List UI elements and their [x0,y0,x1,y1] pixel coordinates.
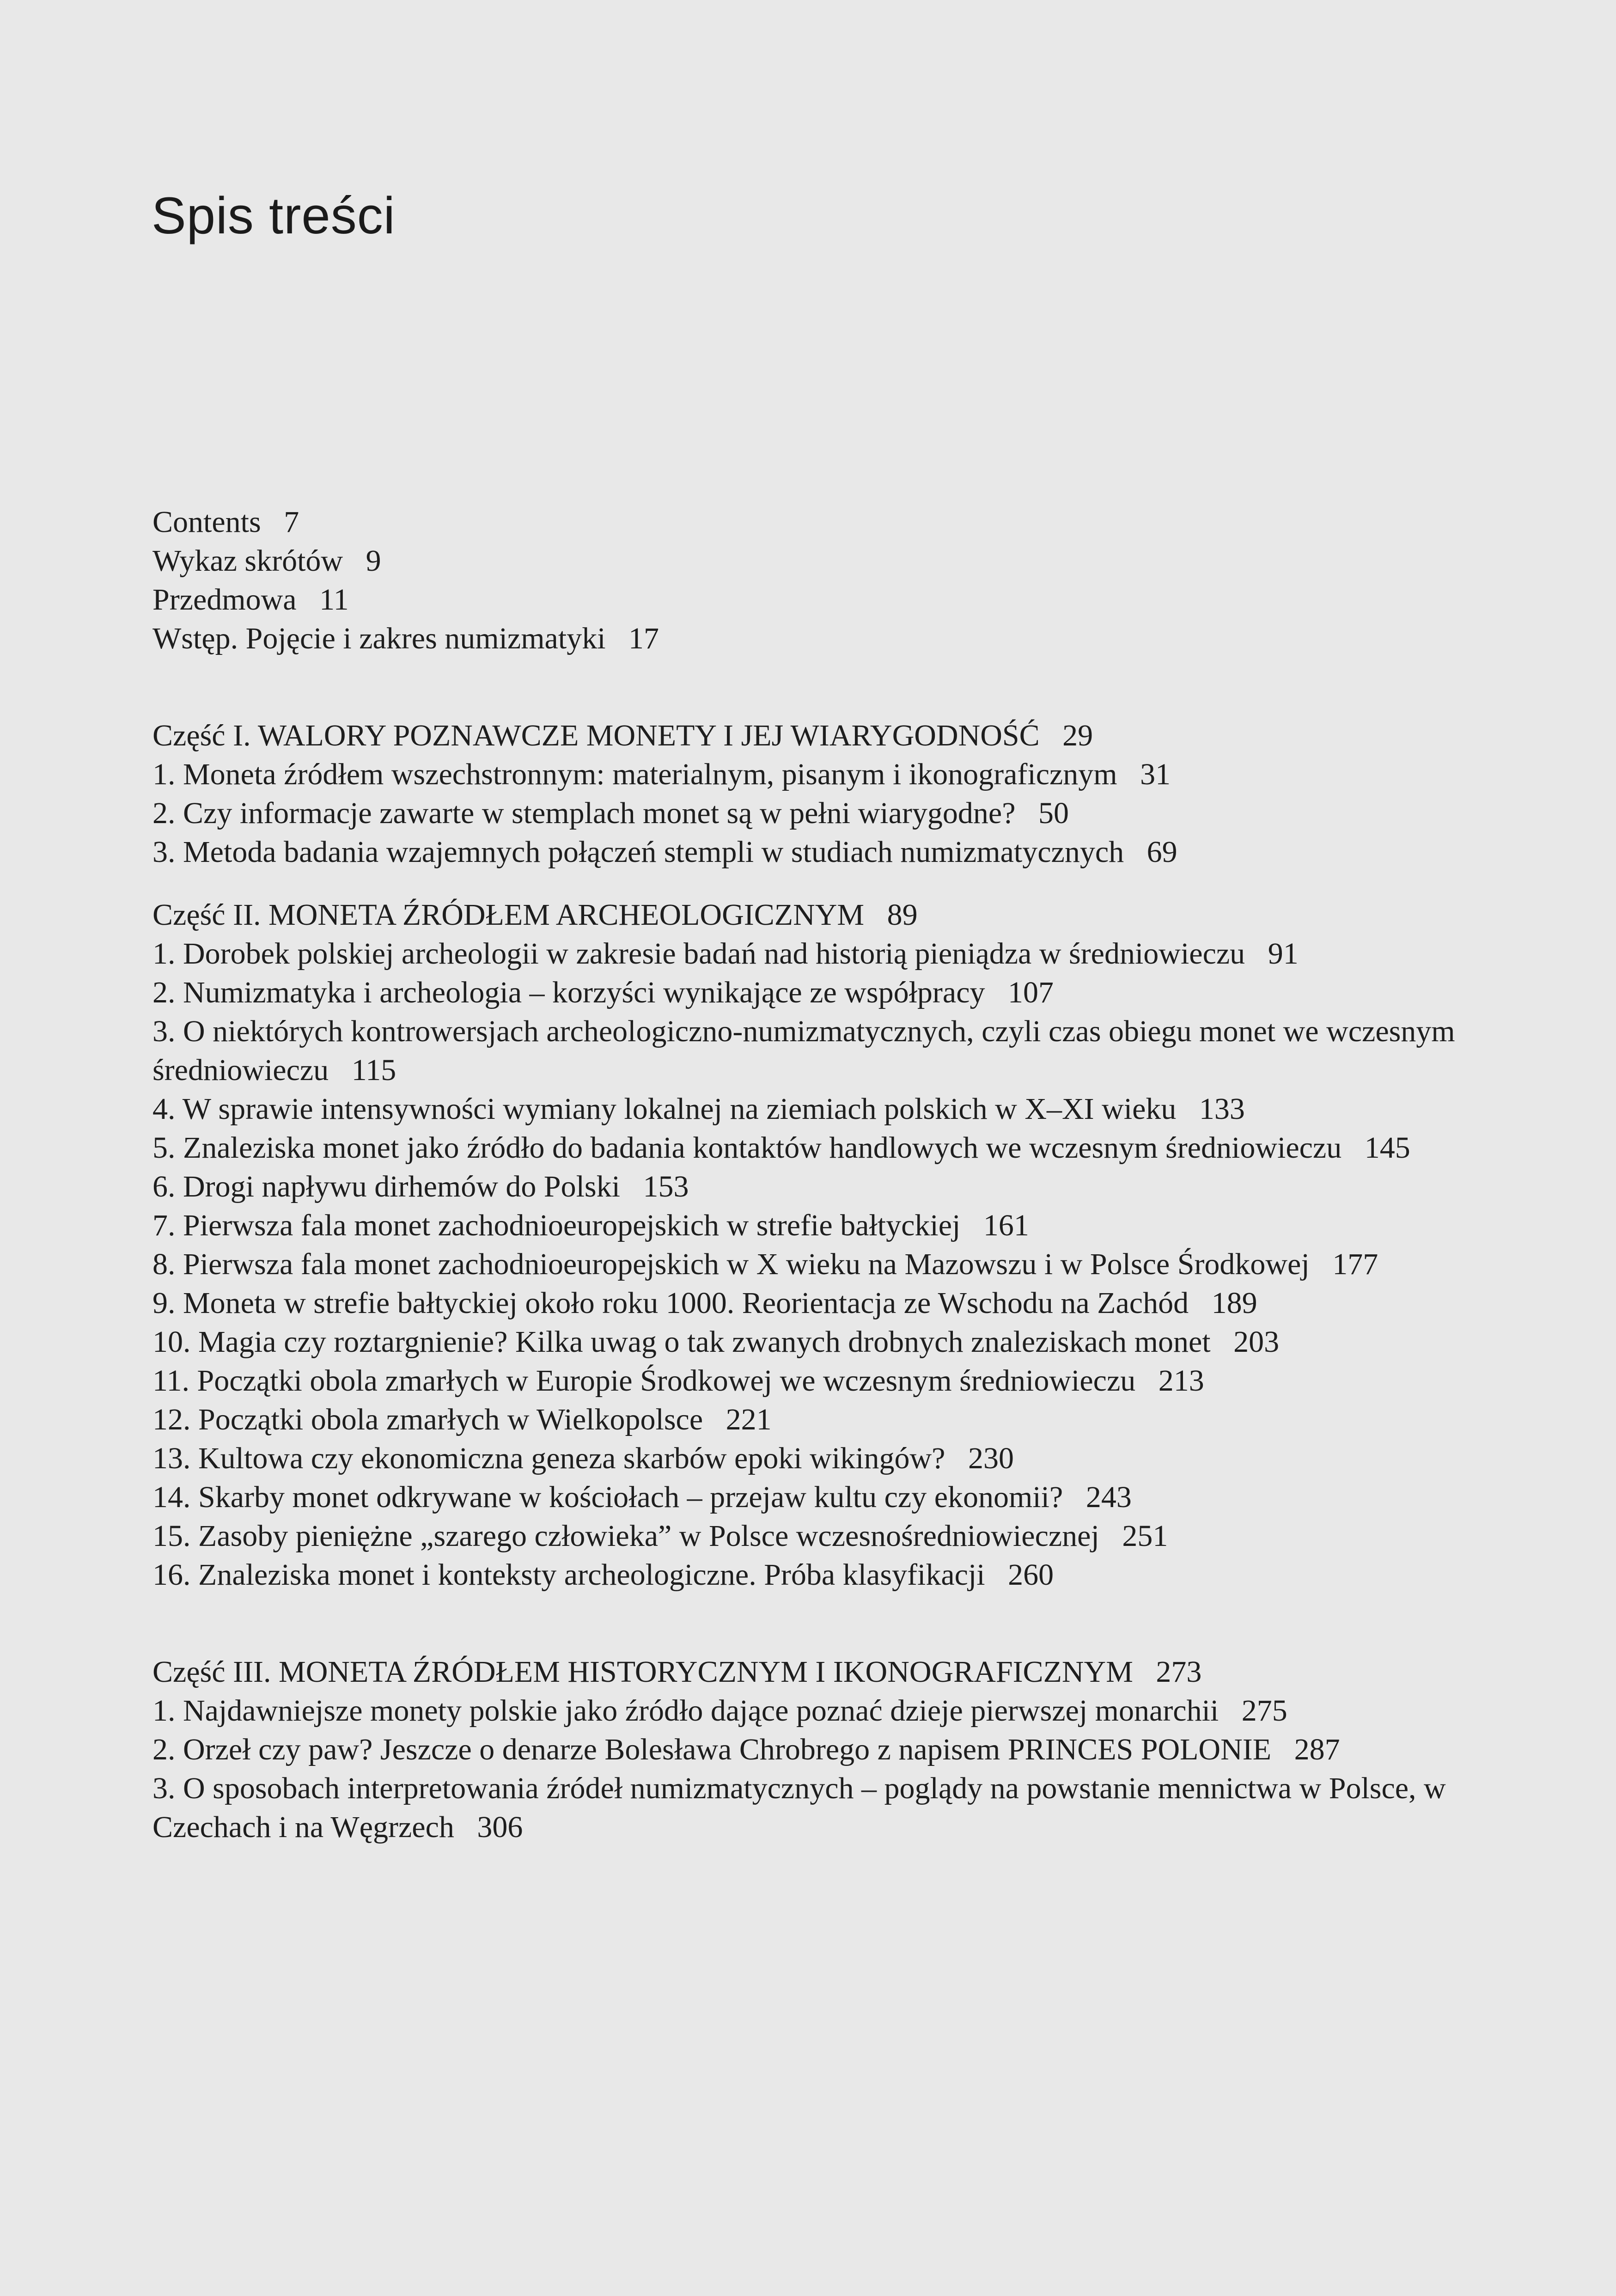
toc-page-number: 189 [1211,1286,1257,1320]
toc-chapter-label: 11. Początki obola zmarłych w Europie Środkowej we wczesnym średniowieczu [152,1364,1136,1398]
toc-chapter-label: 3. O niektórych kontrowersjach archeologiczno-numizmatycznych, czyli czas obiegu monet we wczesnym średniowieczu [152,1014,1455,1087]
toc-part-title: Część II. MONETA ŹRÓDŁEM ARCHEOLOGICZNYM [152,898,865,932]
toc-entry-label: Wykaz skrótów [152,544,343,578]
toc-chapter-label: 6. Drogi napływu dirhemów do Polski [152,1170,620,1203]
toc-chapter-label: 3. O sposobach interpretowania źródeł numizmatycznych – poglądy na powstanie mennictwa w Polsce, w Czechach i na Węgrzech [152,1771,1446,1844]
toc-part-heading-1 [152,716,1474,755]
toc-chapter-entry [152,1129,1474,1167]
toc-chapter-label: 13. Kultowa czy ekonomiczna geneza skarbów epoki wikingów? [152,1441,945,1475]
toc-page-number: 203 [1233,1325,1280,1359]
toc-page-number: 11 [319,583,349,617]
toc-chapter-entry [152,1439,1474,1478]
toc-page-number: 153 [643,1170,689,1203]
toc-chapter-label: 1. Najdawniejsze monety polskie jako źródło dające poznać dzieje pierwszej monarchii [152,1694,1219,1728]
toc-chapter-entry [152,1167,1474,1206]
toc-chapter-label: 2. Orzeł czy paw? Jeszcze o denarze Bolesława Chrobrego z napisem PRINCES POLONIE [152,1733,1272,1766]
toc-chapter-entry [152,1517,1474,1556]
toc-chapter-label: 8. Pierwsza fala monet zachodnioeuropejskich w X wieku na Mazowszu i w Polsce Środkowej [152,1247,1310,1281]
toc-chapter-entry [152,1691,1474,1730]
toc-chapter-label: 9. Moneta w strefie bałtyckiej około roku 1000. Reorientacja ze Wschodu na Zachód [152,1286,1189,1320]
toc-page-number: 260 [1008,1558,1054,1592]
toc-page-number: 221 [726,1403,772,1436]
toc-chapter-entry [152,1769,1474,1847]
toc-chapter-label: 5. Znaleziska monet jako źródło do badania kontaktów handlowych we wczesnym średniowieczu [152,1131,1342,1165]
toc-entry-abbreviations [152,542,1474,580]
toc-page-number: 107 [1008,976,1054,1009]
toc-page-number: 161 [983,1209,1029,1242]
toc-chapter-entry [152,1556,1474,1594]
toc-chapter-entry [152,973,1474,1012]
toc-chapter-label: 1. Dorobek polskiej archeologii w zakresie badań nad historią pieniądza w średniowieczu [152,937,1245,971]
toc-chapter-label: 1. Moneta źródłem wszechstronnym: materialnym, pisanym i ikonograficznym [152,757,1117,791]
toc-chapter-entry [152,1206,1474,1245]
table-of-contents [152,503,1474,1847]
toc-entry-label: Contents [152,505,261,539]
toc-page-number: 273 [1156,1655,1202,1689]
toc-entry-introduction [152,619,1474,658]
toc-chapter-entry [152,1478,1474,1517]
toc-page-number: 133 [1199,1092,1245,1126]
toc-page-number: 89 [887,898,918,932]
toc-page-number: 17 [628,622,659,655]
toc-chapter-label: 14. Skarby monet odkrywane w kościołach – przejaw kultu czy ekonomii? [152,1480,1063,1514]
toc-page-number: 177 [1332,1247,1378,1281]
toc-chapter-entry [152,1284,1474,1323]
toc-page-number: 145 [1364,1131,1410,1165]
toc-chapter-label: 2. Czy informacje zawarte w stemplach monet są w pełni wiarygodne? [152,796,1016,830]
toc-chapter-label: 12. Początki obola zmarłych w Wielkopolsce [152,1403,703,1436]
toc-page-number: 306 [477,1810,523,1844]
toc-chapter-entry [152,934,1474,973]
toc-entry-label: Przedmowa [152,583,297,617]
toc-page-number: 287 [1294,1733,1340,1766]
toc-chapter-entry [152,1090,1474,1129]
toc-page-number: 275 [1241,1694,1287,1728]
toc-page-number: 243 [1085,1480,1132,1514]
toc-chapter-label: 7. Pierwsza fala monet zachodnioeuropejskich w strefie bałtyckiej [152,1209,961,1242]
toc-page-number: 50 [1038,796,1069,830]
toc-page-number: 7 [284,505,299,539]
toc-entry-preface [152,580,1474,619]
toc-page-number: 9 [366,544,381,578]
toc-chapter-entry [152,1245,1474,1284]
toc-part-heading-3 [152,1653,1474,1691]
toc-page-number: 31 [1140,757,1171,791]
toc-part-title: Część I. WALORY POZNAWCZE MONETY I JEJ WIARYGODNOŚĆ [152,719,1040,752]
toc-chapter-label: 15. Zasoby pieniężne „szarego człowieka” w Polsce wczesnośredniowiecznej [152,1519,1099,1553]
toc-chapter-entry [152,794,1474,833]
toc-entry-label: Wstęp. Pojęcie i zakres numizmatyki [152,622,606,655]
toc-part-heading-2 [152,896,1474,934]
toc-page-number: 230 [968,1441,1014,1475]
toc-chapter-entry [152,1012,1474,1090]
toc-page-number: 213 [1158,1364,1204,1398]
toc-page-number: 115 [351,1053,396,1087]
toc-page-number: 91 [1268,937,1299,971]
toc-part-title: Część III. MONETA ŹRÓDŁEM HISTORYCZNYM I IKONOGRAFICZNYM [152,1655,1133,1689]
toc-chapter-entry [152,1323,1474,1362]
toc-entry-contents [152,503,1474,542]
toc-chapter-entry [152,1400,1474,1439]
toc-page-number: 29 [1062,719,1093,752]
toc-chapter-entry [152,1362,1474,1400]
page-title: Spis treści [152,187,396,244]
toc-chapter-entry [152,755,1474,794]
toc-chapter-label: 16. Znaleziska monet i konteksty archeologiczne. Próba klasyfikacji [152,1558,985,1592]
toc-chapter-label: 10. Magia czy roztargnienie? Kilka uwag o tak zwanych drobnych znaleziskach monet [152,1325,1211,1359]
toc-chapter-label: 3. Metoda badania wzajemnych połączeń stempli w studiach numizmatycznych [152,835,1124,869]
toc-page-number: 69 [1146,835,1177,869]
toc-page-number: 251 [1122,1519,1168,1553]
toc-chapter-entry [152,1730,1474,1769]
toc-chapter-entry [152,833,1474,872]
toc-chapter-label: 2. Numizmatyka i archeologia – korzyści wynikające ze współpracy [152,976,985,1009]
toc-chapter-label: 4. W sprawie intensywności wymiany lokalnej na ziemiach polskich w X–XI wieku [152,1092,1177,1126]
